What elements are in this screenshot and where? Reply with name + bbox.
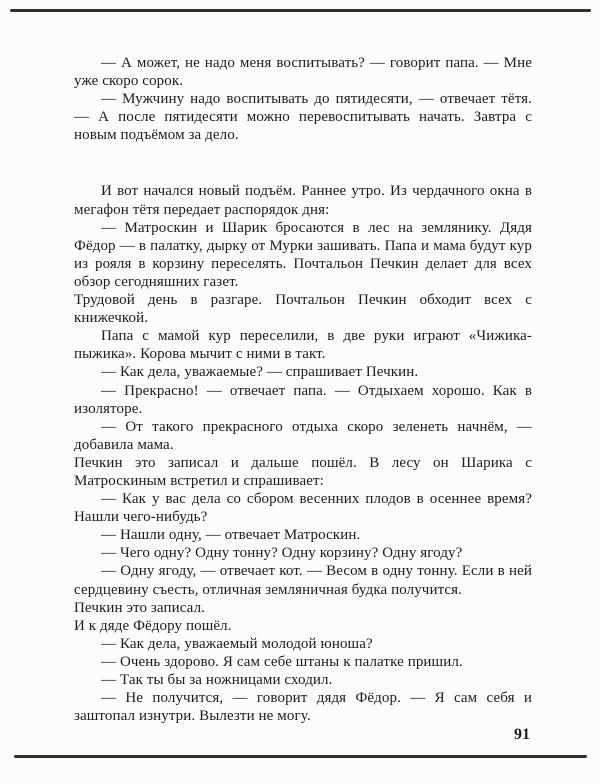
paragraph: — От такого прекрасного отдыха скоро зеленеть начнём, — добавила мама. xyxy=(74,418,532,453)
paragraph: — Чего одну? Одну тонну? Одну корзину? Одну ягоду? xyxy=(101,545,463,562)
text-section-new-day xyxy=(74,182,532,725)
paragraph: — Не получится, — говорит дядя Фёдор. — Я сам себя и заштопал изнутри. Вылезти не могу. xyxy=(74,690,532,725)
paragraph: — Одну ягоду, — отвечает кот. — Весом в одну тонну. Если в ней сердцевину съесть, отличная земляничная будка получится. xyxy=(74,563,532,598)
paragraph: Трудовой день в разгаре. Почтальон Печкин обходит всех с книжечкой. xyxy=(74,292,532,327)
paragraph: — Как дела, уважаемые? — спрашивает Печкин. xyxy=(101,364,419,381)
scan-edge-top xyxy=(10,9,591,12)
text-section-intro-dialog xyxy=(74,54,532,144)
paragraph: — Очень здорово. Я сам себе штаны к палатке пришил. xyxy=(101,653,463,670)
paragraph: — Как дела, уважаемый молодой юноша? xyxy=(101,635,373,652)
paragraph: Печкин это записал и дальше пошёл. В лесу он Шарика с Матроскиным встретил и спрашивает: xyxy=(74,454,532,489)
paragraph: Печкин это записал. xyxy=(74,599,206,616)
page-number: 91 xyxy=(514,726,530,743)
paragraph: И вот начался новый подъём. Раннее утро. Из чердачного окна в мегафон тётя передает распорядок дня: xyxy=(74,183,532,218)
paragraph: — Матроскин и Шарик бросаются в лес на землянику. Дядя Фёдор — в палатку, дырку от Мурки зашивать. Папа и мама будут кур из рояля в корзину переселять. Почтальон Печкин делает для всех обзор сегодняшних газет. xyxy=(74,219,532,290)
paragraph: — Мужчину надо воспитывать до пятидесяти, — отвечает тётя. — А после пятидесяти можно перевоспитывать начать. Завтра с новым подъёмом за дело. xyxy=(74,91,532,144)
paragraph: — Прекрасно! — отвечает папа. — Отдыхаем хорошо. Как в изоляторе. xyxy=(74,382,532,417)
paragraph: — Нашли одну, — отвечает Матроскин. xyxy=(101,527,361,544)
paragraph: — Так ты бы за ножницами сходил. xyxy=(101,672,333,688)
paragraph: — Как у вас дела со сбором весенних плодов в осеннее время? Нашли чего-нибудь? xyxy=(74,491,532,526)
paragraph: Папа с мамой кур переселили, в две руки играют «Чижика-пыжика». Корова мычит с ними в такт. xyxy=(74,328,532,363)
scan-edge-bottom xyxy=(14,755,587,758)
paragraph: И к дяде Фёдору пошёл. xyxy=(74,617,232,634)
paragraph: — А может, не надо меня воспитывать? — говорит папа. — Мне уже скоро сорок. xyxy=(74,55,532,90)
page-text-area xyxy=(74,54,532,725)
